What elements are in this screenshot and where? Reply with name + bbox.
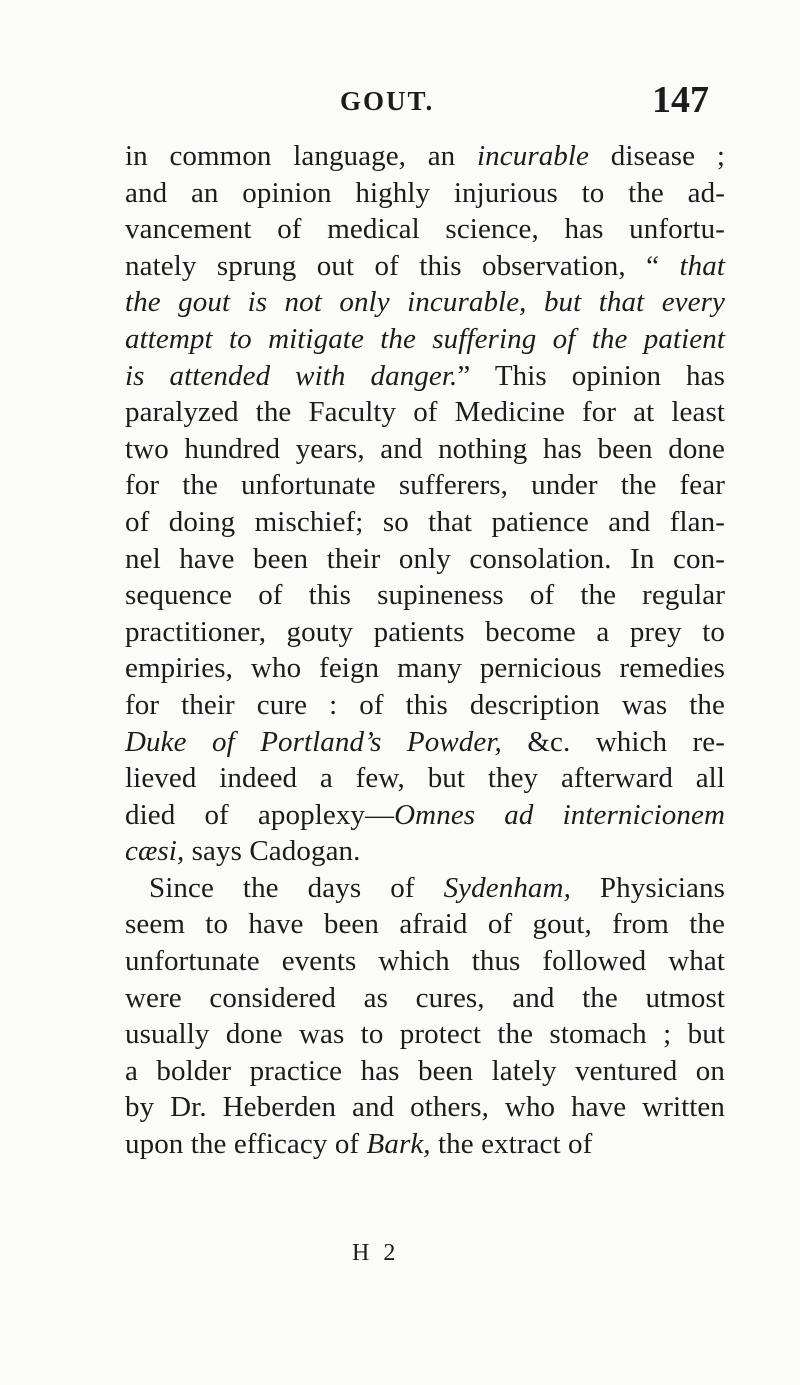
text-run: empiries, who feign many pernicious remedies <box>125 652 725 685</box>
italic-text: is attended with danger. <box>125 359 458 392</box>
italic-text: the gout is not only incurable, but that every <box>125 286 725 319</box>
signature-mark: H 2 <box>352 1240 400 1266</box>
text-run: the extract of <box>430 1128 593 1161</box>
text-line <box>125 1126 725 1163</box>
text-run: for their cure : of this description was the <box>125 688 725 721</box>
text-run: for the unfortunate sufferers, under the fear <box>125 469 725 502</box>
text-line <box>125 870 725 907</box>
text-run: seem to have been afraid of gout, from the <box>125 908 725 941</box>
text-run: Physicians <box>570 871 725 904</box>
text-line <box>125 284 725 321</box>
text-run: upon the efficacy of <box>125 1128 367 1161</box>
text-run: a bolder practice has been lately ventured on <box>125 1054 725 1087</box>
italic-text: Duke of Portland’s Powder, <box>125 725 502 758</box>
text-run: nately sprung out of this observation, “ <box>125 249 680 282</box>
text-line <box>125 943 725 980</box>
text-run: two hundred years, and nothing has been done <box>125 432 725 465</box>
text-run: paralyzed the Faculty of Medicine for at least <box>125 396 725 429</box>
text-line <box>125 211 725 248</box>
text-line <box>125 760 725 797</box>
text-line <box>125 467 725 504</box>
italic-text: incurable <box>476 140 590 172</box>
text-line <box>125 797 725 834</box>
text-line <box>125 358 725 395</box>
italic-text: Bark, <box>366 1128 431 1161</box>
running-head <box>0 78 800 130</box>
text-run: practitioner, gouty patients become a prey to <box>125 615 725 648</box>
text-line <box>125 541 725 578</box>
text-line <box>125 1053 725 1090</box>
text-line <box>125 394 725 431</box>
text-run: and an opinion highly injurious to the ad- <box>125 176 725 209</box>
text-line <box>125 1016 725 1053</box>
text-run: unfortunate events which thus followed what <box>125 945 725 978</box>
text-run: were considered as cures, and the utmost <box>125 981 725 1014</box>
text-line <box>125 175 725 212</box>
text-run: nel have been their only consolation. In con- <box>125 542 725 575</box>
text-line <box>125 431 725 468</box>
text-line <box>125 577 725 614</box>
text-line <box>125 980 725 1017</box>
italic-text: that <box>679 249 725 282</box>
text-line <box>125 650 725 687</box>
text-line <box>125 687 725 724</box>
page-number: 147 <box>652 79 709 121</box>
text-line <box>125 248 725 285</box>
text-run: usually done was to protect the stomach ; but <box>125 1018 725 1051</box>
text-run: ” This opinion has <box>457 359 725 392</box>
italic-text: cæsi, <box>125 835 185 868</box>
text-run: Since the days of <box>149 871 444 904</box>
text-run: died of apoplexy— <box>125 798 395 831</box>
text-line <box>125 321 725 358</box>
text-run: lieved indeed a few, but they afterward all <box>125 762 725 795</box>
text-run: &c. which re- <box>501 725 725 758</box>
italic-text: attempt to mitigate the suffering of the patient <box>125 322 725 355</box>
text-line <box>125 1089 725 1126</box>
text-line <box>125 138 725 175</box>
text-run: says Cadogan. <box>184 835 361 868</box>
text-run: of doing mischief; so that patience and flan- <box>125 505 725 538</box>
text-line <box>125 906 725 943</box>
running-title: GOUT. <box>340 86 435 116</box>
text-run: by Dr. Heberden and others, who have written <box>125 1091 725 1124</box>
text-run: sequence of this supineness of the regular <box>125 579 725 612</box>
text-run: in common language, an <box>125 140 477 172</box>
text-run: vancement of medical science, has unfortu- <box>125 213 725 246</box>
text-line <box>125 504 725 541</box>
text-line <box>125 833 725 870</box>
text-line <box>125 724 725 761</box>
italic-text: Omnes ad internicionem <box>394 798 725 831</box>
text-line <box>125 614 725 651</box>
italic-text: Sydenham, <box>443 871 571 904</box>
body-text <box>125 138 725 1163</box>
text-run: disease ; <box>589 140 725 172</box>
